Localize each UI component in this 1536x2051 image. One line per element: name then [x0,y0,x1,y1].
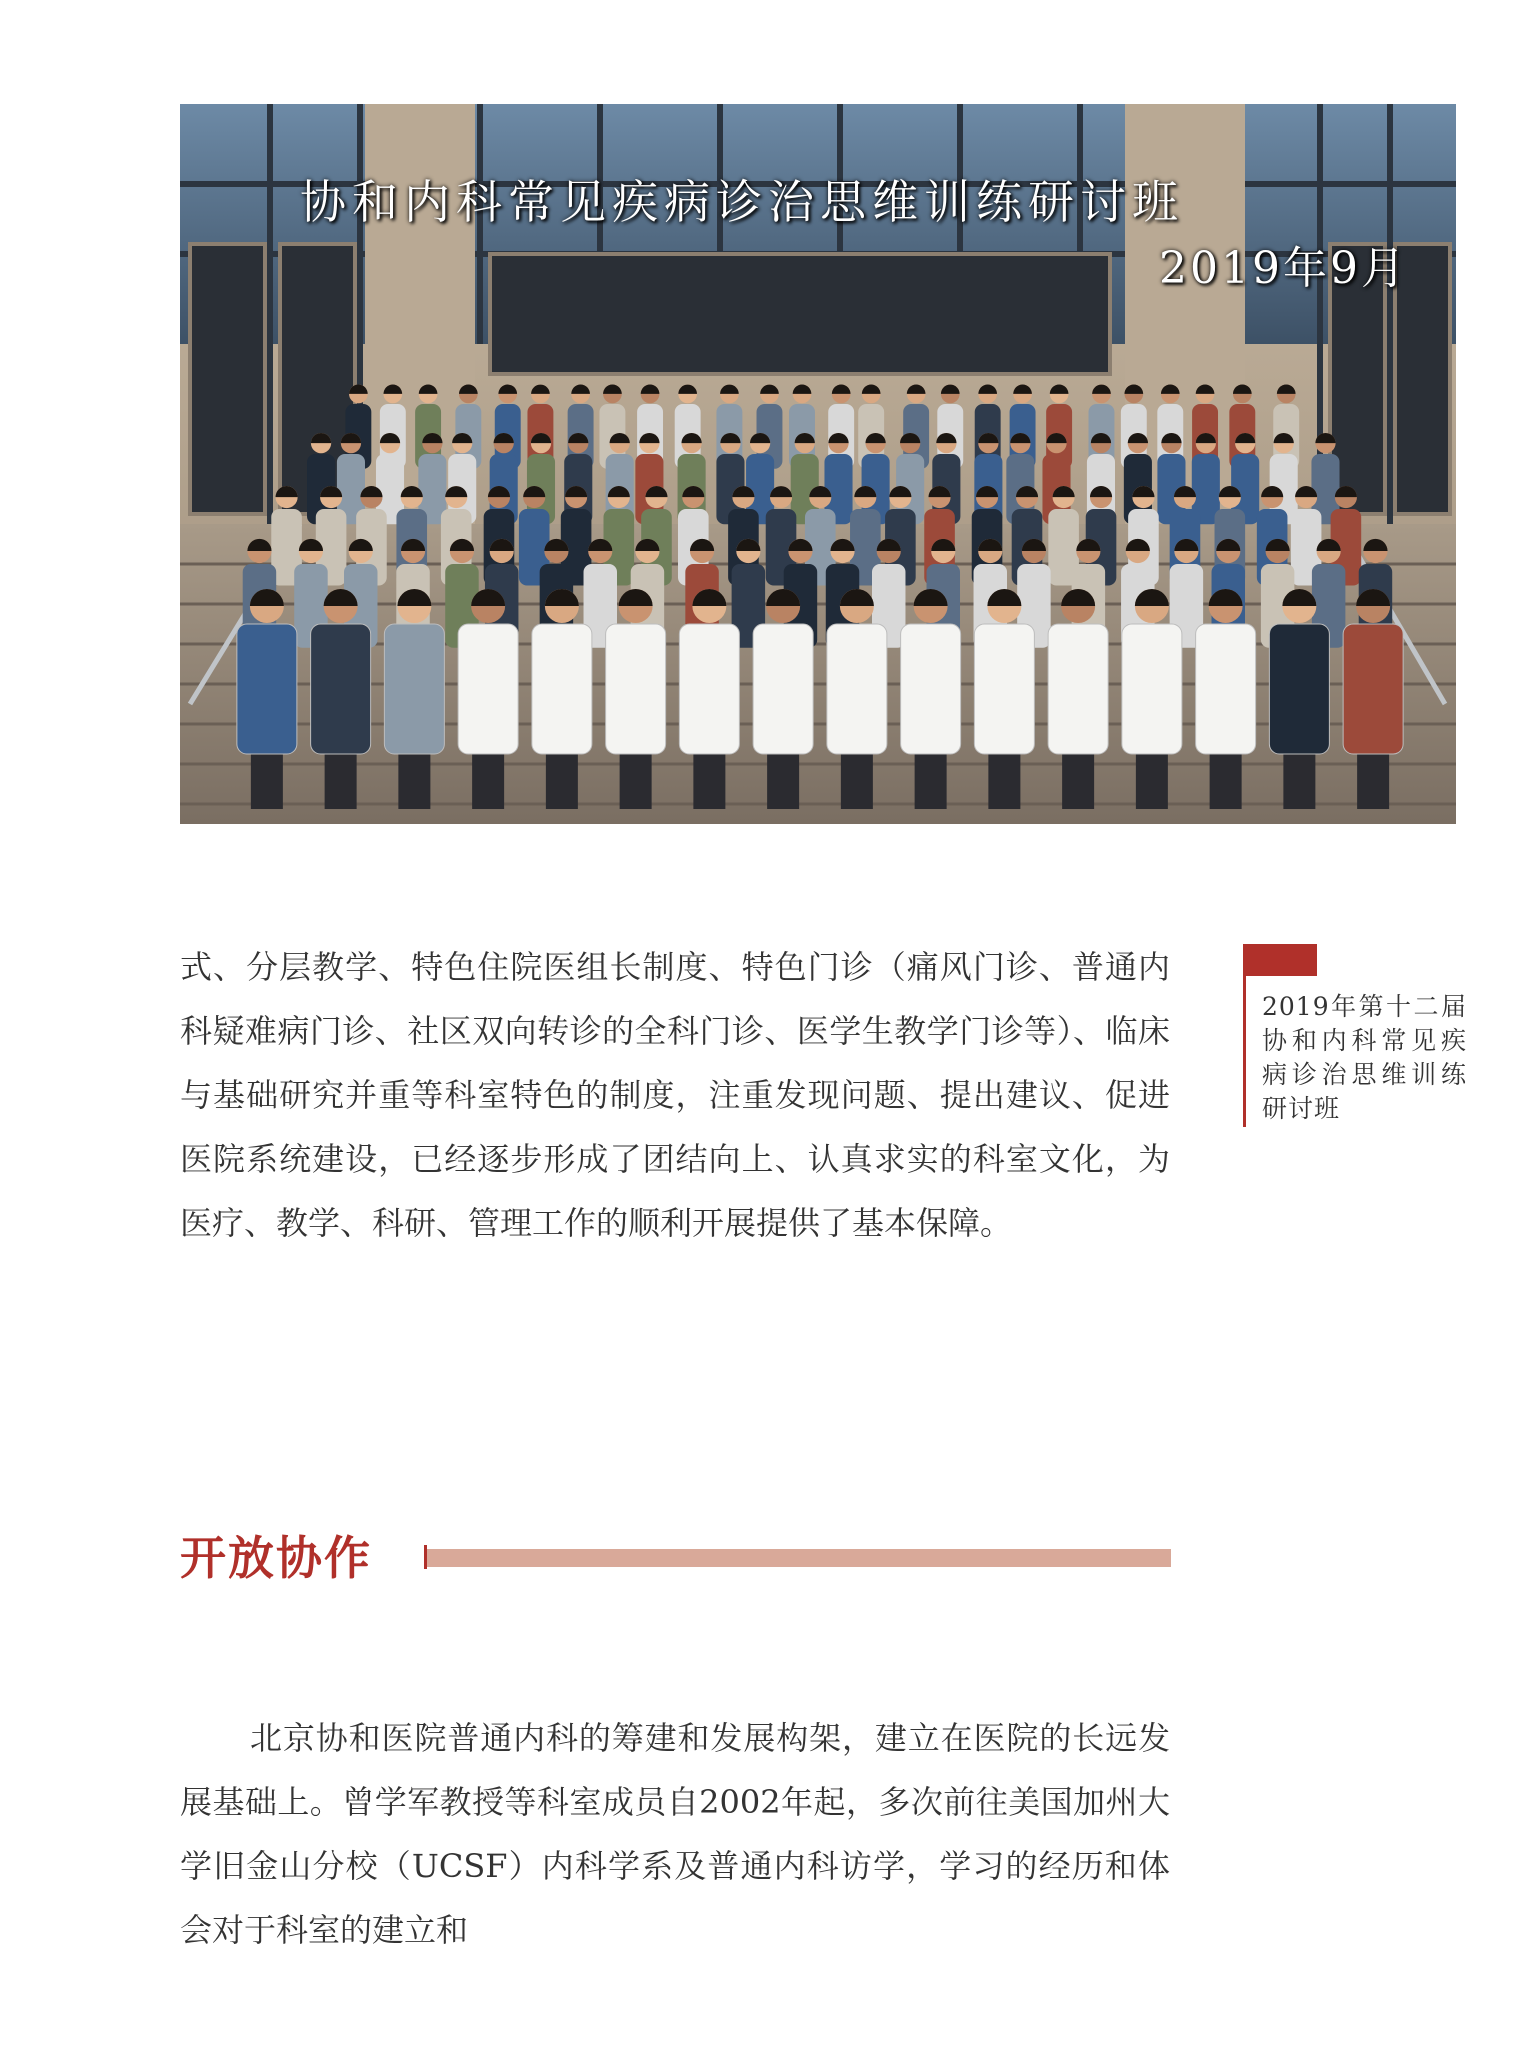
person-body [1196,624,1256,754]
person-body [532,624,592,754]
person-body [679,624,739,754]
person-body [237,624,297,754]
section-rule [427,1549,1171,1567]
section-title: 开放协作 [180,1531,372,1585]
body-paragraph-1: 式、分层教学、特色住院医组长制度、特色门诊（痛风门诊、普通内科疑难病门诊、社区双向转诊的全科门诊、医学生教学门诊等）、临床与基础研究并重等科室特色的制度，注重发现问题、提出建议、促进医院系统建设，已经逐步形成了团结向上、认真求实的科室文化，为医疗、教学、科研、管理工作的顺利开展提供了基本保障。 [180,948,1170,1242]
person-body [753,624,813,754]
photo-title: 协和内科常见疾病诊治思维训练研讨班 [300,175,1184,229]
person-body [311,624,371,754]
person-body [1048,624,1108,754]
group-photo [180,104,1456,824]
person-body [384,624,444,754]
person-body [827,624,887,754]
photo-date: 2019年9月 [1159,243,1408,294]
person-body [606,624,666,754]
person-body [458,624,518,754]
person-body [1269,624,1329,754]
body-paragraph-2: 北京协和医院普通内科的筹建和发展构架，建立在医院的长远发展基础上。曾学军教授等科室成员自2002年起，多次前往美国加州大学旧金山分校（UCSF）内科学系及普通内科访学，学习的经历和体会对于科室的建立和 [180,1719,1170,1949]
person-body [974,624,1034,754]
person-body [901,624,961,754]
person-body [1343,624,1403,754]
photo-caption: 2019年第十二届协和内科常见疾病诊治思维训练研讨班 [1262,992,1467,1123]
caption-marker-bar [1243,944,1317,976]
person-body [1122,624,1182,754]
